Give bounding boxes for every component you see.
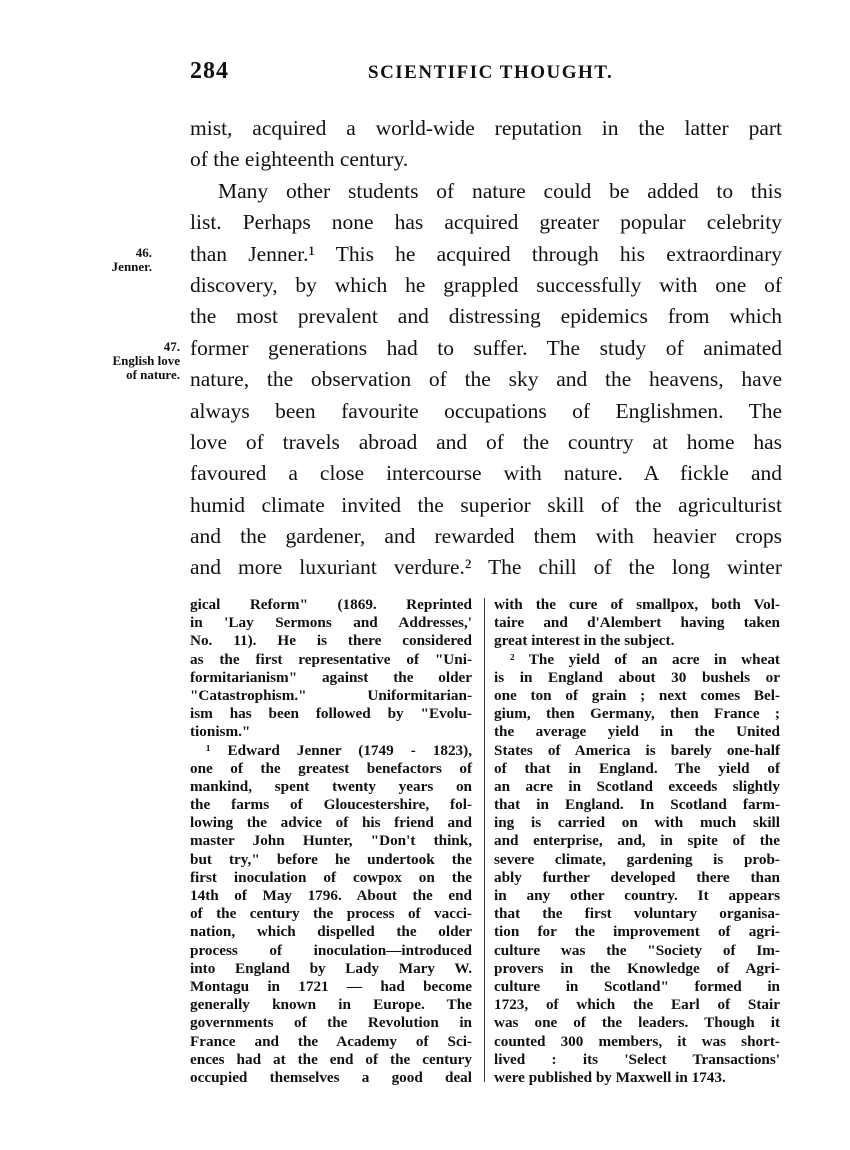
body-line: the most prevalent and distressing epidemics from which [190, 304, 782, 329]
footnote-line: an acre in Scotland exceeds slightly [494, 777, 780, 795]
body-line: and more luxuriant verdure.² The chill of the long winter [190, 555, 782, 580]
footnote-line: nation, which dispelled the older [190, 923, 472, 941]
footnote-line: in 'Lay Sermons and Addresses,' [190, 614, 472, 632]
margin-note-number: 46. [135, 245, 152, 260]
footnote-line: great interest in the subject. [494, 632, 675, 650]
footnote-line: ism has been followed by "Evolu- [190, 705, 472, 723]
footnote-line: were published by Maxwell in 1743. [494, 1068, 726, 1086]
footnote-line: tion for the improvement of agri- [494, 923, 780, 941]
body-line: of the eighteenth century. [190, 147, 409, 172]
footnote-line: governments of the Revolution in [190, 1014, 472, 1032]
footnote-line: in any other country. It appears [494, 887, 780, 904]
page-header [190, 58, 782, 90]
footnote-line: States of America is barely one-half [494, 741, 780, 759]
footnote-line: is in England about 30 bushels or [494, 668, 780, 686]
body-line: discovery, by which he grappled successfully with one of [190, 272, 782, 297]
body-line: Many other students of nature could be added to this [218, 178, 782, 203]
footnote-line: master John Hunter, "Don't think, [190, 832, 472, 850]
footnotes-left-column [190, 596, 472, 1087]
margin-note-jenner [92, 246, 152, 274]
footnote-line: of the century the process of vacci- [190, 905, 472, 923]
footnote-line: France and the Academy of Sci- [190, 1032, 472, 1050]
footnote-line: process of inoculation—introduced [190, 941, 472, 959]
footnote-line: occupied themselves a good deal [190, 1068, 472, 1086]
footnote-line: "Catastrophism." Uniformitarian- [190, 686, 472, 704]
footnote-line: tionism." [190, 723, 251, 741]
body-line: love of travels abroad and of the country at home has [190, 429, 782, 454]
body-line: than Jenner.¹ This he acquired through his extraordinary [190, 241, 782, 266]
body-line: list. Perhaps none has acquired greater popular celebrity [190, 210, 782, 235]
margin-note-english-love [86, 340, 180, 382]
footnote-line: taire and d'Alembert having taken [494, 614, 780, 632]
footnote-line: severe climate, gardening is prob- [494, 850, 780, 868]
running-title: SCIENTIFIC THOUGHT. [368, 62, 614, 83]
footnotes-right-column [494, 596, 780, 1087]
footnote-line: No. 11). He is there considered [190, 632, 472, 650]
footnote-line: ing is carried on with much skill [494, 814, 780, 832]
column-divider [484, 598, 485, 1082]
footnote-line: gium, then Germany, then France ; [494, 705, 780, 723]
margin-note-label: of nature. [126, 367, 180, 382]
footnote-line: 1723, of which the Earl of Stair [494, 996, 780, 1014]
footnote-line: mankind, spent twenty years on [190, 777, 472, 795]
body-line: favoured a close intercourse with nature. A fickle and [190, 461, 782, 486]
footnote-line: the farms of Gloucestershire, fol- [190, 796, 472, 814]
footnote-line: ² The yield of an acre in wheat [510, 650, 780, 668]
footnote-line: was one of the leaders. Though it [494, 1014, 780, 1032]
footnote-line: Montagu in 1721 — had become [190, 977, 472, 995]
footnote-line: one of the greatest benefactors of [190, 759, 472, 777]
footnote-line: the average yield in the United [494, 723, 780, 741]
margin-note-label: English love [112, 353, 180, 368]
footnote-line: generally known in Europe. The [190, 996, 472, 1014]
body-line: always been favourite occupations of Englishmen. The [190, 398, 782, 423]
footnote-line: that in England. In Scotland farm- [494, 796, 780, 814]
footnote-line: provers in the Knowledge of Agri- [494, 959, 780, 977]
footnote-line: ¹ Edward Jenner (1749 - 1823), [206, 741, 472, 759]
footnote-line: formitarianism" against the older [190, 668, 472, 686]
body-line: former generations had to suffer. The study of animated [190, 335, 782, 360]
footnote-line: with the cure of smallpox, both Vol- [494, 596, 780, 613]
footnote-line: but try," before he undertook the [190, 850, 472, 868]
footnote-line: one ton of grain ; next comes Bel- [494, 686, 780, 704]
footnote-line: that the first voluntary organisa- [494, 905, 780, 923]
footnote-line: gical Reform" (1869. Reprinted [190, 596, 472, 613]
footnote-line: lowing the advice of his friend and [190, 814, 472, 832]
body-line: and the gardener, and rewarded them with heavier crops [190, 524, 782, 549]
footnote-line: 14th of May 1796. About the end [190, 887, 472, 904]
body-line: mist, acquired a world-wide reputation in the latter part [190, 116, 782, 140]
page-number: 284 [190, 58, 229, 84]
margin-note-number: 47. [163, 339, 180, 354]
footnote-line: of that in England. The yield of [494, 759, 780, 777]
footnote-line: counted 300 members, it was short- [494, 1032, 780, 1050]
footnote-line: culture was the "Society of Im- [494, 941, 780, 959]
footnote-line: ably further developed there than [494, 868, 780, 886]
footnote-line: ences had at the end of the century [190, 1050, 472, 1068]
footnote-line: lived : its 'Select Transactions' [494, 1050, 780, 1068]
body-line: nature, the observation of the sky and the heavens, have [190, 367, 782, 392]
footnote-line: culture in Scotland" formed in [494, 977, 780, 995]
body-line: humid climate invited the superior skill of the agriculturist [190, 492, 782, 517]
footnote-line: as the first representative of "Uni- [190, 650, 472, 668]
margin-note-label: Jenner. [111, 259, 152, 274]
footnote-line: first inoculation of cowpox on the [190, 868, 472, 886]
footnote-line: and enterprise, and, in spite of the [494, 832, 780, 850]
body-text [190, 113, 782, 584]
footnote-line: into England by Lady Mary W. [190, 959, 472, 977]
